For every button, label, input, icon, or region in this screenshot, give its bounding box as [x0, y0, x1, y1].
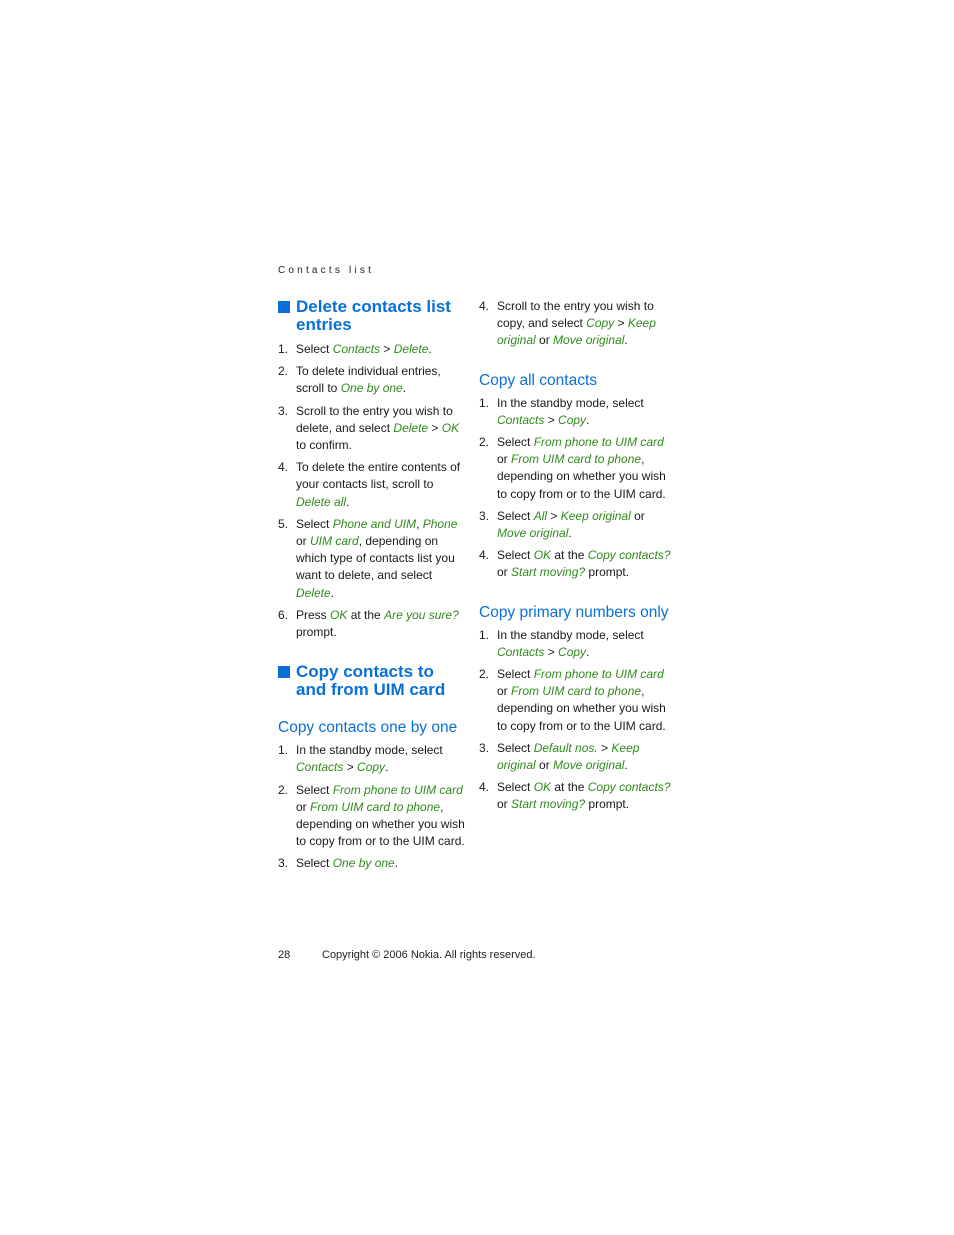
list-item	[479, 395, 674, 429]
plain-text: .	[330, 585, 335, 600]
menu-option-text: From phone to UIM card	[332, 782, 463, 797]
plain-text: , depending on which type of contacts list you want to delete, and select	[296, 534, 455, 583]
plain-text: or	[296, 799, 311, 814]
plain-text: Scroll to the entry you wish to copy, and select	[497, 299, 654, 331]
list-item	[278, 742, 468, 776]
step-number: 1.	[278, 342, 289, 356]
plain-text: Select	[497, 780, 534, 795]
step-text	[497, 740, 674, 774]
menu-option-text: Copy	[586, 316, 615, 331]
list-item	[278, 341, 468, 358]
list-item	[278, 459, 468, 511]
plain-text: To delete individual entries, scroll to	[296, 364, 441, 396]
plain-text: .	[624, 333, 628, 348]
plain-text: .	[394, 856, 399, 871]
step-text	[497, 434, 674, 503]
plain-text: >	[428, 420, 442, 435]
menu-option-text: Copy	[558, 644, 587, 659]
plain-text: .	[624, 758, 628, 773]
section-heading-copy-uim	[278, 663, 468, 699]
running-head: Contacts list	[278, 265, 375, 276]
menu-option-text: Phone and UIM	[332, 516, 417, 531]
menu-option-text: Contacts	[332, 342, 381, 356]
plain-text: or	[535, 758, 554, 773]
list-item	[278, 782, 468, 851]
bullet-square-icon	[278, 666, 290, 678]
menu-option-text: From phone to UIM card	[533, 435, 664, 450]
menu-option-text: From UIM card to phone	[511, 452, 642, 467]
plain-text: >	[380, 342, 394, 356]
step-text	[497, 395, 674, 429]
step-number: 2.	[479, 435, 490, 450]
section-title: Copy contacts to and from UIM card	[296, 662, 446, 700]
subheading-copy-one-by-one: Copy contacts one by one	[278, 719, 458, 737]
step-number: 4.	[278, 460, 289, 475]
step-text	[497, 627, 674, 661]
plain-text: Select	[296, 516, 333, 531]
plain-text: prompt.	[585, 565, 630, 580]
plain-text: Select	[497, 508, 534, 523]
menu-option-text: OK	[533, 548, 552, 563]
plain-text: .	[586, 644, 590, 659]
plain-text: >	[597, 740, 612, 755]
step-text	[497, 508, 674, 542]
menu-option-text: Delete all	[296, 494, 347, 509]
menu-option-text: Phone	[422, 516, 458, 531]
plain-text: Select	[296, 342, 333, 356]
list-item	[479, 740, 674, 774]
menu-option-text: OK	[330, 607, 348, 622]
menu-option-text: Delete	[393, 342, 429, 356]
list-item	[278, 363, 468, 397]
plain-text: , depending on whether you wish to copy from or to the UIM card.	[497, 684, 666, 733]
step-text	[497, 547, 674, 581]
step-text	[296, 742, 468, 776]
list-item	[278, 403, 468, 455]
plain-text: >	[547, 508, 561, 523]
menu-option-text: One by one	[332, 856, 395, 871]
plain-text: .	[385, 760, 389, 775]
right-column	[479, 298, 674, 819]
menu-option-text: From phone to UIM card	[533, 667, 664, 682]
delete-steps-list	[278, 341, 468, 641]
plain-text: or	[630, 508, 645, 523]
step-number: 1.	[479, 627, 490, 642]
plain-text: to confirm.	[296, 438, 353, 453]
menu-option-text: One by one	[340, 381, 403, 396]
copyright-notice: Copyright © 2006 Nokia. All rights reserved.	[322, 949, 536, 961]
step-text	[296, 459, 468, 511]
plain-text: >	[544, 644, 559, 659]
menu-option-text: Keep original	[497, 740, 640, 773]
plain-text: or	[296, 534, 311, 549]
plain-text: , depending on whether you wish to copy from or to the UIM card.	[497, 452, 666, 501]
plain-text: prompt.	[585, 797, 630, 812]
list-item	[479, 508, 674, 542]
plain-text: or	[497, 452, 512, 467]
menu-option-text: OK	[533, 780, 552, 795]
step-number: 2.	[278, 782, 289, 797]
list-item	[278, 855, 468, 872]
page-number: 28	[278, 949, 291, 961]
step-text	[497, 779, 674, 813]
plain-text: Select	[296, 782, 333, 797]
plain-text: or	[497, 684, 512, 699]
step-number: 3.	[278, 403, 289, 418]
step-number: 1.	[278, 743, 289, 758]
step-text	[497, 298, 674, 350]
plain-text: .	[428, 342, 432, 356]
list-item	[278, 607, 468, 641]
list-item	[278, 516, 468, 602]
plain-text: >	[544, 412, 559, 427]
menu-option-text: Copy contacts?	[587, 548, 671, 563]
plain-text: or	[497, 797, 512, 812]
menu-option-text: OK	[441, 420, 460, 435]
plain-text: .	[346, 494, 350, 509]
menu-option-text: Start moving?	[511, 565, 586, 580]
list-item	[479, 547, 674, 581]
menu-option-text: Are you sure?	[384, 607, 459, 622]
step-number: 2.	[278, 364, 289, 379]
step-text	[296, 403, 468, 455]
plain-text: >	[343, 760, 358, 775]
menu-option-text: UIM card	[310, 534, 359, 549]
menu-option-text: Keep original	[497, 316, 656, 348]
copy-one-by-one-steps-list	[278, 742, 468, 872]
subheading-copy-primary: Copy primary numbers only	[479, 603, 669, 621]
list-item	[479, 627, 674, 661]
step-number: 3.	[479, 508, 490, 523]
menu-option-text: From UIM card to phone	[310, 799, 441, 814]
menu-option-text: Copy contacts?	[587, 780, 671, 795]
menu-option-text: Default nos.	[533, 740, 598, 755]
plain-text: In the standby mode, select	[296, 743, 443, 758]
plain-text: To delete the entire contents of your contacts list, scroll to	[296, 460, 461, 492]
step-number: 1.	[479, 395, 490, 410]
menu-option-text: Move original	[497, 526, 569, 541]
plain-text: or	[535, 333, 554, 348]
menu-option-text: Move original	[553, 333, 625, 348]
plain-text: Scroll to the entry you wish to delete, and select	[296, 403, 453, 435]
plain-text: .	[568, 526, 572, 541]
plain-text: In the standby mode, select	[497, 395, 644, 410]
plain-text: >	[614, 316, 628, 331]
menu-option-text: Contacts	[497, 412, 545, 427]
plain-text: at the	[551, 780, 588, 795]
copy-primary-steps-list	[479, 627, 674, 814]
plain-text: .	[402, 381, 407, 396]
section-title: Delete contacts list entries	[296, 297, 451, 334]
bullet-square-icon	[278, 301, 290, 313]
plain-text: at the	[347, 607, 385, 622]
copy-one-by-one-steps-continued	[479, 298, 674, 350]
plain-text: Press	[296, 607, 331, 622]
step-number: 4.	[479, 780, 490, 795]
menu-option-text: Contacts	[296, 760, 344, 775]
list-item	[479, 434, 674, 503]
plain-text: , depending on whether you wish to copy from or to the UIM card.	[296, 799, 465, 849]
menu-option-text: Move original	[553, 758, 625, 773]
step-text	[296, 516, 468, 602]
left-column	[278, 298, 468, 878]
step-number: 3.	[479, 740, 490, 755]
menu-option-text: Contacts	[497, 644, 545, 659]
list-item	[479, 779, 674, 813]
menu-option-text: Keep original	[560, 508, 631, 523]
section-heading-delete	[278, 298, 468, 334]
plain-text: In the standby mode, select	[497, 627, 644, 642]
plain-text: at the	[551, 548, 588, 563]
plain-text: Select	[497, 548, 534, 563]
plain-text: or	[497, 565, 512, 580]
step-text	[296, 607, 468, 641]
step-text	[296, 855, 468, 872]
plain-text: prompt.	[296, 625, 337, 640]
step-number: 4.	[479, 299, 490, 313]
plain-text: .	[586, 412, 590, 427]
step-number: 4.	[479, 548, 490, 563]
subheading-copy-all: Copy all contacts	[479, 371, 598, 389]
step-text	[497, 666, 674, 735]
menu-option-text: Copy	[558, 412, 587, 427]
plain-text: Select	[497, 667, 534, 682]
list-item	[479, 666, 674, 735]
copy-all-steps-list	[479, 395, 674, 582]
step-number: 2.	[479, 667, 490, 682]
menu-option-text: Delete	[393, 420, 429, 435]
menu-option-text: From UIM card to phone	[511, 684, 642, 699]
menu-option-text: Delete	[296, 585, 331, 600]
plain-text: Select	[497, 740, 534, 755]
plain-text: Select	[296, 856, 333, 871]
menu-option-text: All	[533, 508, 548, 523]
menu-option-text: Start moving?	[511, 797, 586, 812]
step-text	[296, 363, 468, 397]
plain-text: ,	[416, 516, 423, 531]
step-text	[296, 341, 468, 358]
page-footer	[278, 949, 536, 961]
plain-text: Select	[497, 435, 534, 450]
step-text	[296, 782, 468, 851]
list-item	[479, 298, 674, 350]
step-number: 3.	[278, 856, 289, 871]
step-number: 5.	[278, 516, 289, 531]
menu-option-text: Copy	[357, 760, 386, 775]
step-number: 6.	[278, 607, 289, 622]
